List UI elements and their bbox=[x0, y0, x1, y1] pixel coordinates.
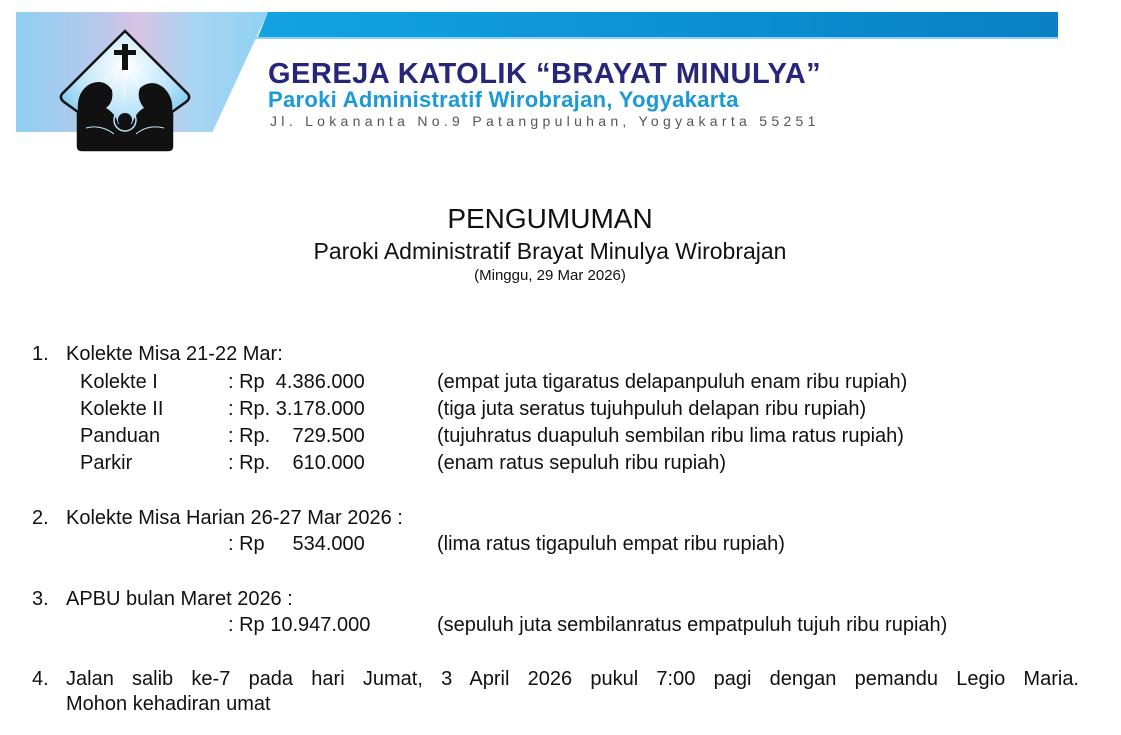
row-words: (tiga juta seratus tujuhpuluh delapan ribu rupiah) bbox=[437, 398, 867, 420]
row-label: Kolekte I bbox=[80, 371, 158, 393]
item-heading: Kolekte Misa Harian 26-27 Mar 2026 : bbox=[66, 507, 403, 529]
row-amount: : Rp. 610.000 bbox=[228, 452, 365, 474]
item-number: 1. bbox=[32, 343, 49, 365]
row-amount: : Rp 534.000 bbox=[228, 533, 365, 555]
holy-family-cross-icon bbox=[56, 28, 194, 154]
row-words: (enam ratus sepuluh ribu rupiah) bbox=[437, 452, 727, 474]
announcement-date: (Minggu, 29 Mar 2026) bbox=[474, 267, 626, 284]
parish-name: Paroki Administratif Wirobrajan, Yogyakarta bbox=[268, 87, 739, 112]
row-words: (tujuhratus duapuluh sembilan ribu lima ratus rupiah) bbox=[437, 425, 904, 447]
item-heading: APBU bulan Maret 2026 : bbox=[66, 588, 293, 610]
row-words: (lima ratus tigapuluh empat ribu rupiah) bbox=[437, 533, 785, 555]
item-number: 2. bbox=[32, 507, 49, 529]
item-heading: Kolekte Misa 21-22 Mar: bbox=[66, 343, 283, 365]
org-address: Jl. Lokananta No.9 Patangpuluhan, Yogyakarta 55251 bbox=[270, 113, 820, 129]
org-name: GEREJA KATOLIK “BRAYAT MINULYA” bbox=[268, 58, 822, 90]
item-number: 4. bbox=[32, 668, 49, 690]
row-amount: : Rp. 3.178.000 bbox=[228, 398, 365, 420]
row-label: Kolekte II bbox=[80, 398, 164, 420]
row-label: Panduan bbox=[80, 425, 161, 447]
row-amount: : Rp 10.947.000 bbox=[228, 614, 371, 636]
row-amount: : Rp. 729.500 bbox=[228, 425, 365, 447]
item-text: Jalan salib ke-7 pada hari Jumat, 3 April 2026 pukul 7:00 pagi dengan pemandu Legio Maria. bbox=[66, 668, 1079, 690]
announcement-title: PENGUMUMAN bbox=[447, 203, 653, 234]
row-label: Parkir bbox=[80, 452, 133, 474]
row-words: (sepuluh juta sembilanratus empatpuluh tujuh ribu rupiah) bbox=[437, 614, 948, 636]
header-banner-edge bbox=[256, 37, 1058, 39]
header-banner-bar bbox=[258, 12, 1058, 37]
row-words: (empat juta tigaratus delapanpuluh enam ribu rupiah) bbox=[437, 371, 908, 393]
item-text-continued: Mohon kehadiran umat bbox=[66, 693, 271, 715]
announcement-subtitle: Paroki Administratif Brayat Minulya Wirobrajan bbox=[313, 238, 787, 264]
row-amount: : Rp 4.386.000 bbox=[228, 371, 365, 393]
item-number: 3. bbox=[32, 588, 49, 610]
